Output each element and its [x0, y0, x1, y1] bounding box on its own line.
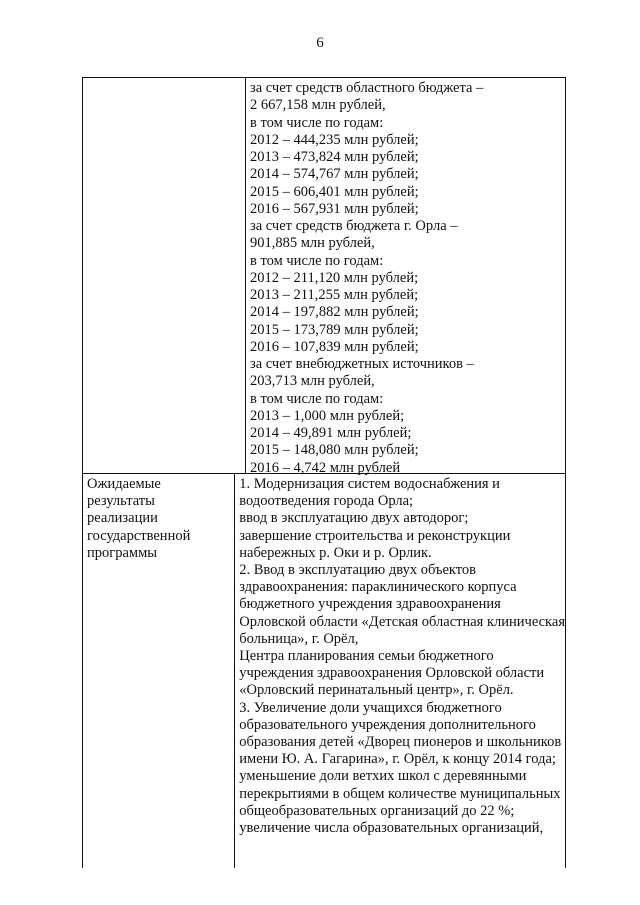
text-line: 2013 – 1,000 млн рублей;	[250, 407, 405, 424]
text-line: программы	[87, 544, 157, 561]
funding-label-cell	[83, 78, 246, 473]
text-line: в том числе по годам:	[250, 252, 384, 269]
text-line: в том числе по годам:	[250, 114, 384, 131]
text-line: 2014 – 49,891 млн рублей;	[250, 425, 412, 441]
text-line: Орловской области «Детская областная клиническая	[239, 613, 565, 630]
text-line: набережных р. Оки и р. Орлик.	[239, 544, 432, 561]
text-line: 2013 – 211,255 млн рублей;	[250, 287, 419, 303]
text-line: имени Ю. А. Гагарина», г. Орёл, к концу 2014 года;	[239, 751, 556, 768]
expected-results-text-cell	[235, 474, 565, 868]
text-line: государственной	[87, 527, 191, 544]
text-line: больница», г. Орёл,	[239, 630, 359, 647]
text-line: 1. Модернизация систем водоснабжения и	[239, 476, 500, 492]
text-line: образования детей «Дворец пионеров и школьников	[239, 734, 562, 751]
text-line: 2015 – 173,789 млн рублей;	[250, 321, 419, 338]
text-line: Ожидаемые	[87, 476, 161, 492]
text-line: 2016 – 567,931 млн рублей;	[250, 200, 419, 217]
text-line: ввод в эксплуатацию двух автодорог;	[239, 510, 469, 527]
text-line: увеличение числа образовательных организаций,	[239, 820, 544, 837]
text-line: реализации	[87, 510, 158, 527]
text-line: за счет средств областного бюджета –	[250, 80, 484, 96]
text-line: водоотведения города Орла;	[239, 493, 414, 510]
text-line: 2012 – 211,120 млн рублей;	[250, 269, 419, 286]
text-line: 2 667,158 млн рублей,	[250, 97, 386, 114]
text-line: в том числе по годам:	[250, 390, 384, 407]
text-line: образовательного учреждения дополнительного	[239, 716, 536, 733]
text-line: 2. Ввод в эксплуатацию двух объектов	[239, 562, 477, 579]
text-line: 203,713 млн рублей,	[250, 373, 375, 390]
text-line: за счет средств бюджета г. Орла –	[250, 218, 458, 234]
text-line: 2012 – 444,235 млн рублей;	[250, 131, 419, 148]
text-line: 901,885 млн рублей,	[250, 235, 375, 252]
text-line: «Орловский перинатальный центр», г. Орёл.	[239, 682, 514, 699]
text-line: уменьшение доли ветхих школ с деревянными	[239, 768, 527, 785]
program-passport-table	[82, 77, 566, 868]
text-line: здравоохранения: параклинического корпуса	[239, 579, 517, 596]
funding-row	[83, 78, 565, 474]
text-line: за счет внебюджетных источников –	[250, 356, 474, 372]
text-line: 2014 – 197,882 млн рублей;	[250, 304, 419, 321]
text-line: бюджетного учреждения здравоохранения	[239, 596, 501, 613]
text-line: 3. Увеличение доли учащихся бюджетного	[239, 699, 502, 716]
expected-results-row	[83, 474, 565, 868]
text-line: учреждения здравоохранения Орловской области	[239, 665, 545, 682]
text-line: Центра планирования семьи бюджетного	[239, 648, 494, 665]
text-line: 2016 – 4,742 млн рублей	[250, 459, 401, 476]
funding-text-cell	[246, 78, 565, 476]
expected-results-label-cell	[83, 474, 235, 868]
text-line: 2015 – 606,401 млн рублей;	[250, 183, 419, 200]
text-line: 2016 – 107,839 млн рублей;	[250, 338, 419, 355]
text-line: 2013 – 473,824 млн рублей;	[250, 149, 419, 165]
text-line: общеобразовательных организаций до 22 %;	[239, 802, 515, 819]
text-line: результаты	[87, 493, 155, 510]
text-line: 2014 – 574,767 млн рублей;	[250, 166, 419, 183]
text-line: 2015 – 148,080 млн рублей;	[250, 442, 419, 459]
text-line: завершение строительства и реконструкции	[239, 527, 511, 544]
page-number: 6	[316, 35, 324, 51]
text-line: перекрытиями в общем количестве муниципальных	[239, 785, 561, 802]
